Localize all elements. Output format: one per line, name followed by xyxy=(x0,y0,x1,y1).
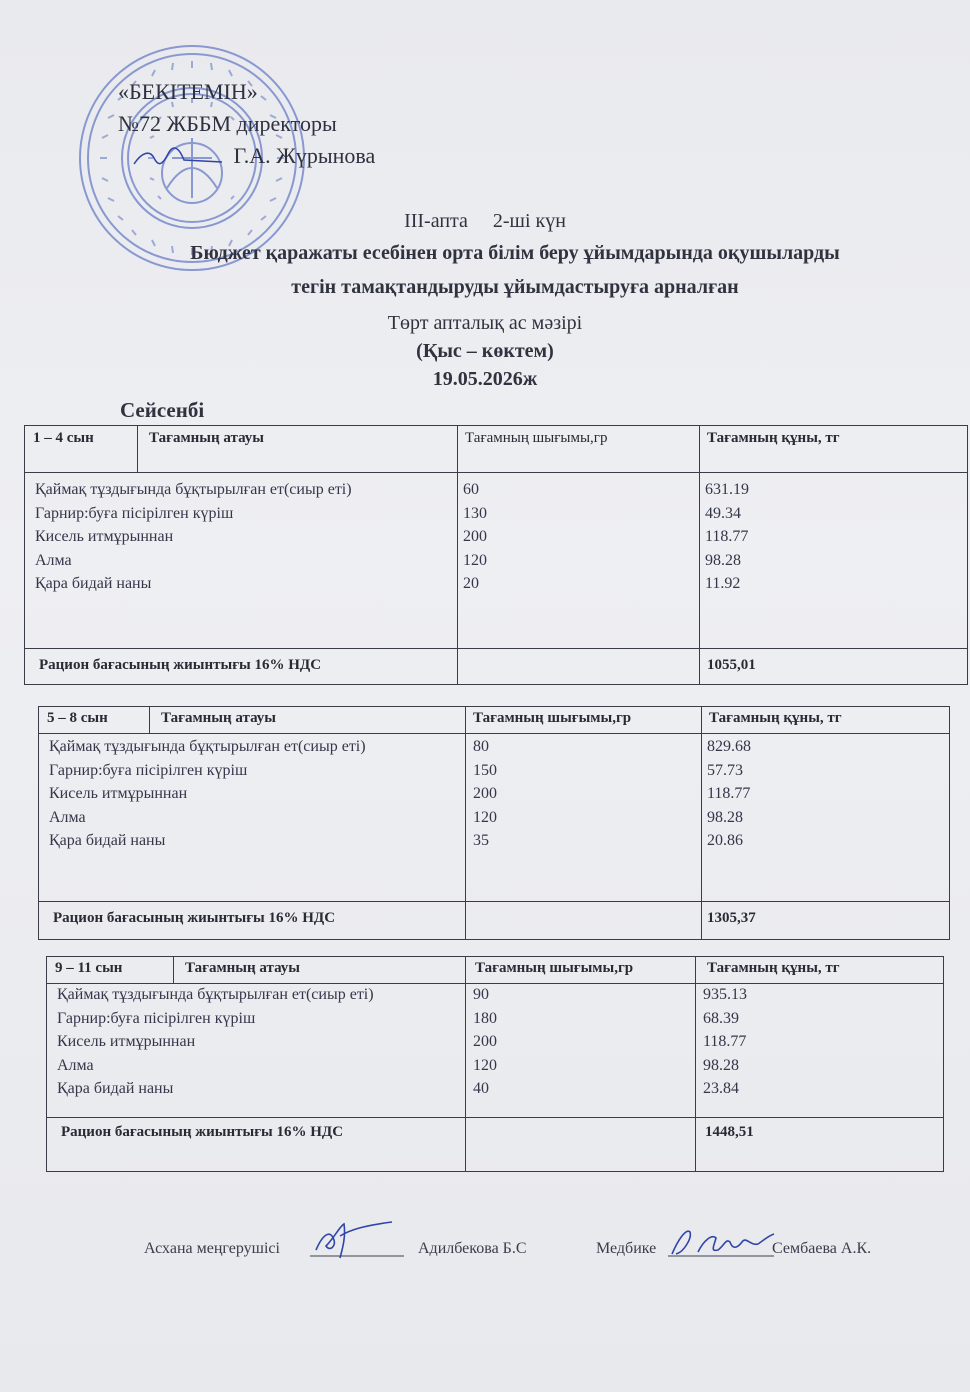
col-cost-header: Тағамның құны, тг xyxy=(707,430,840,446)
dish-yield: 35 xyxy=(473,832,489,849)
dish-cost: 20.86 xyxy=(707,832,743,849)
kitchen-manager-name: Адилбекова Б.С xyxy=(418,1240,527,1257)
col-yield-header: Тағамның шығымы,гр xyxy=(465,430,608,446)
dish-cost: 49.34 xyxy=(705,504,741,522)
approval-position: №72 ЖББМ директоры xyxy=(118,110,337,136)
kitchen-manager-role: Асхана меңгерушісі xyxy=(144,1240,280,1257)
total-label: Рацион бағасының жиынтығы 16% НДС xyxy=(53,910,336,926)
dish-cost: 935.13 xyxy=(703,986,747,1003)
dish-yield: 90 xyxy=(473,986,489,1003)
col-yield-header: Тағамның шығымы,гр xyxy=(473,710,632,726)
dish-yield: 200 xyxy=(473,785,497,802)
menu-table-grades-5-8 xyxy=(38,706,950,940)
table-header-row xyxy=(47,957,943,984)
director-signature-icon xyxy=(132,146,228,170)
dish-name: Қаймақ тұздығында бұқтырылған ет(сиыр еті) xyxy=(35,481,352,498)
approval-block xyxy=(118,76,375,172)
dish-name: Алма xyxy=(49,808,86,826)
dish-cost: 98.28 xyxy=(705,551,741,569)
dish-name: Қара бидай наны xyxy=(35,575,152,592)
total-value: 1055,01 xyxy=(707,657,756,673)
dish-cost: 11.92 xyxy=(705,575,741,592)
dish-cost: 118.77 xyxy=(707,785,751,802)
kitchen-manager-signature-icon xyxy=(304,1216,414,1262)
col-dish-name-header: Тағамның атауы xyxy=(149,430,265,446)
group-label: 9 – 11 сын xyxy=(55,960,123,976)
dish-yield: 150 xyxy=(473,761,497,779)
col-cost-header: Тағамның құны, тг xyxy=(709,710,842,726)
dish-name: Қаймақ тұздығында бұқтырылған ет(сиыр еті) xyxy=(49,738,366,755)
dish-yield: 130 xyxy=(463,504,487,522)
nurse-signature-icon xyxy=(664,1222,778,1262)
dish-yield: 80 xyxy=(473,738,489,755)
dish-name: Қаймақ тұздығында бұқтырылған ет(сиыр еті) xyxy=(57,986,374,1003)
dish-cost: 118.77 xyxy=(703,1033,747,1050)
menu-table-grades-9-11 xyxy=(46,956,944,1172)
document-title-line-2: тегін тамақтандыруды ұйымдастыруға арналған xyxy=(291,276,739,298)
approval-title: «БЕКІТЕМІН» xyxy=(118,79,258,104)
dish-yield: 180 xyxy=(473,1009,497,1027)
dish-name: Алма xyxy=(57,1056,94,1074)
week-day-line xyxy=(0,210,970,233)
dish-cost: 118.77 xyxy=(705,528,749,545)
nurse-name: Сембаева А.К. xyxy=(772,1240,872,1257)
dish-yield: 20 xyxy=(463,575,479,592)
dish-yield: 200 xyxy=(473,1033,497,1050)
dish-yield: 200 xyxy=(463,528,487,545)
col-yield-header: Тағамның шығымы,гр xyxy=(475,960,634,976)
dish-name: Гарнир:буға пісірілген күріш xyxy=(49,761,248,779)
col-dish-name-header: Тағамның атауы xyxy=(161,710,277,726)
dish-name: Қара бидай наны xyxy=(57,1080,174,1097)
nurse-role: Медбике xyxy=(596,1240,657,1257)
dish-name: Кисель итмұрыннан xyxy=(35,528,174,545)
week-label: ІІІ-апта xyxy=(404,210,468,232)
dish-cost: 68.39 xyxy=(703,1009,739,1027)
dish-cost: 829.68 xyxy=(707,738,751,755)
dish-yield: 120 xyxy=(463,551,487,569)
dish-name: Алма xyxy=(35,551,72,569)
dish-yield: 120 xyxy=(473,1056,497,1074)
total-value: 1305,37 xyxy=(707,910,756,926)
document-subtitle: Төрт апталық ас мәзірі xyxy=(387,312,583,334)
menu-table-grades-1-4 xyxy=(24,425,968,685)
menu-date: 19.05.2026ж xyxy=(432,368,538,390)
dish-name: Гарнир:буға пісірілген күріш xyxy=(35,504,234,522)
total-row xyxy=(25,648,967,685)
col-cost-header: Тағамның құны, тг xyxy=(707,960,840,976)
approval-name: Г.А. Жүрынова xyxy=(233,142,376,168)
weekday-label: Сейсенбі xyxy=(120,398,205,422)
season-label: (Қыс – көктем) xyxy=(416,340,554,362)
table-header-row xyxy=(25,426,967,473)
total-row xyxy=(39,901,949,940)
dish-name: Кисель итмұрыннан xyxy=(57,1033,196,1050)
total-label: Рацион бағасының жиынтығы 16% НДС xyxy=(61,1124,344,1140)
table-header-row xyxy=(39,707,949,734)
dish-name: Қара бидай наны xyxy=(49,832,166,849)
total-value: 1448,51 xyxy=(705,1124,754,1140)
dish-yield: 40 xyxy=(473,1080,489,1097)
dish-cost: 631.19 xyxy=(705,481,749,498)
dish-cost: 98.28 xyxy=(703,1056,739,1074)
dish-cost: 23.84 xyxy=(703,1080,739,1097)
dish-yield: 120 xyxy=(473,808,497,826)
dish-name: Гарнир:буға пісірілген күріш xyxy=(57,1009,256,1027)
document-title-line-1: Бюджет қаражаты есебінен орта білім беру ұйымдарында оқушыларды xyxy=(190,242,840,264)
approval-signature-line xyxy=(118,140,375,172)
day-number-label: 2-ші күн xyxy=(492,210,566,232)
dish-cost: 98.28 xyxy=(707,808,743,826)
dish-yield: 60 xyxy=(463,481,479,498)
total-row xyxy=(47,1117,943,1172)
group-label: 5 – 8 сын xyxy=(47,710,108,726)
col-dish-name-header: Тағамның атауы xyxy=(185,960,301,976)
dish-cost: 57.73 xyxy=(707,761,743,779)
total-label: Рацион бағасының жиынтығы 16% НДС xyxy=(39,657,322,673)
dish-name: Кисель итмұрыннан xyxy=(49,785,188,802)
group-label: 1 – 4 сын xyxy=(33,430,94,446)
